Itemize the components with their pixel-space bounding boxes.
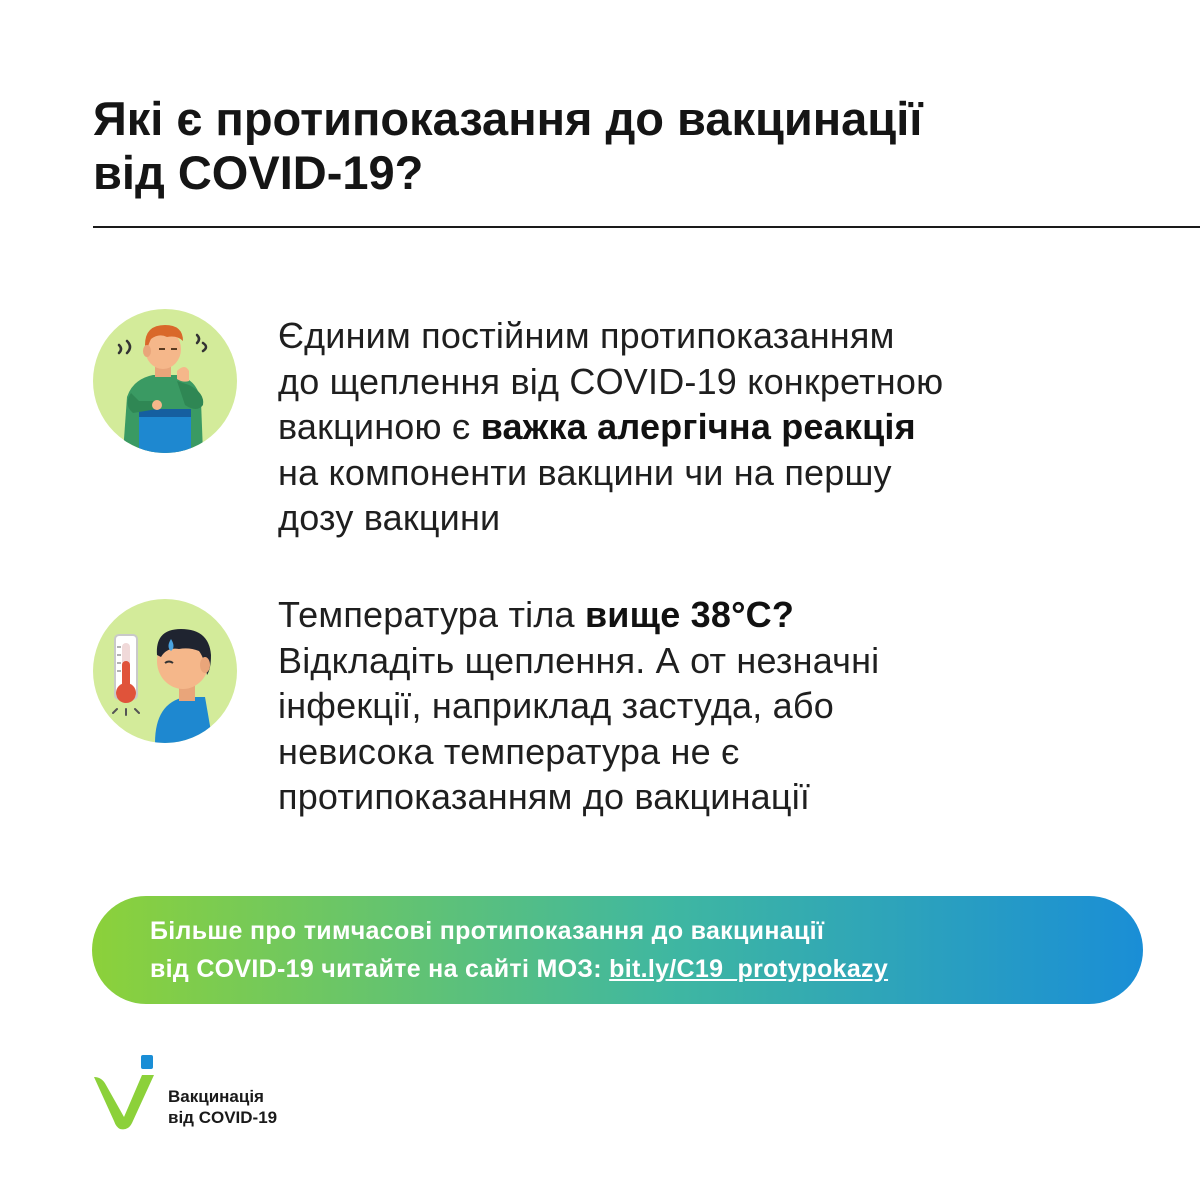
title-line-2: від COVID-19? — [93, 146, 424, 199]
bold-text: вище 38°С? — [584, 594, 795, 635]
bold-text: важка алергічна реакція — [480, 406, 916, 447]
banner-line-2-text: від COVID-19 читайте на сайті МОЗ: — [150, 955, 610, 983]
banner-line-1: Більше про тимчасові протипоказання до вакцинації — [150, 917, 825, 945]
banner-line-2 — [150, 950, 1110, 988]
fever-thermometer-icon — [93, 599, 237, 743]
moz-site-link[interactable]: bit.ly/C19_protypokazy — [609, 955, 889, 983]
text-line-start: Температура тіла — [278, 594, 585, 635]
banner-text — [150, 912, 1110, 988]
page-title — [93, 92, 1093, 200]
text-line — [278, 592, 1098, 638]
vaccination-v-logo-icon — [92, 1053, 162, 1131]
text-line: дозу вакцини — [278, 497, 501, 538]
logo-line-1: Вакцинація — [168, 1087, 264, 1106]
text-line: Єдиним постійним протипоказанням — [278, 315, 895, 356]
fever-contraindication-text — [278, 592, 1098, 820]
title-divider — [93, 226, 1200, 228]
coughing-person-icon — [93, 309, 237, 453]
text-line: до щеплення від COVID-19 конкретною — [278, 360, 944, 402]
allergy-contraindication-text — [278, 313, 1098, 541]
logo-line-2: від COVID-19 — [168, 1108, 278, 1127]
text-line: Відкладіть щеплення. А от незначні — [278, 639, 880, 681]
text-line: протипоказанням до вакцинації — [278, 776, 811, 817]
logo-text — [168, 1086, 277, 1128]
text-line: інфекції, наприклад застуда, або — [278, 685, 834, 726]
title-line-1: Які є протипоказання до вакцинації — [93, 92, 923, 145]
text-line: на компоненти вакцини чи на першу — [278, 451, 892, 493]
text-line — [278, 404, 1098, 450]
text-line-start: вакциною є — [278, 406, 481, 447]
text-line: невисока температура не є — [278, 730, 740, 772]
